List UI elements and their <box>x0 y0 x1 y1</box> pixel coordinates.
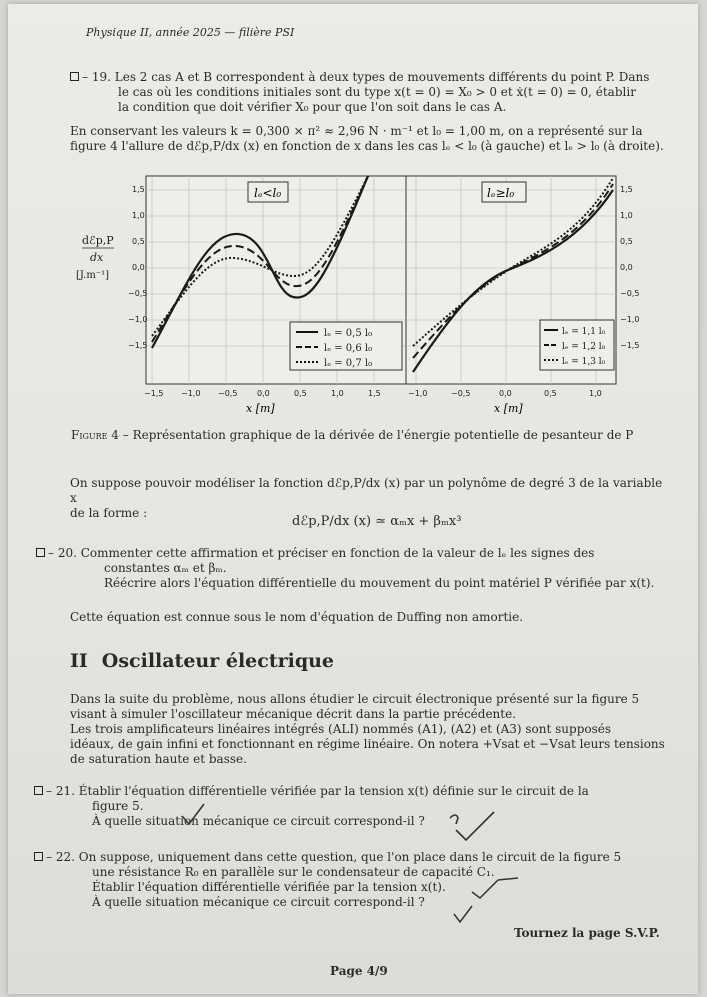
caption-text: – Représentation graphique de la dérivée de l'énergie potentielle de pesanteur de P <box>118 428 634 442</box>
duffing-note: Cette équation est connue sous le nom d'équation de Duffing non amortie. <box>70 610 524 624</box>
y-tick: −1,5 <box>620 341 640 350</box>
right-legend-item-1: lₑ = 1,1 l₀ <box>562 327 606 337</box>
x-tick: −1,0 <box>408 389 428 398</box>
x-tick: −0,5 <box>218 389 238 398</box>
question-number: 21. <box>55 784 75 798</box>
left-panel-title: lₑ<l₀ <box>254 186 282 200</box>
y-tick: 0,0 <box>132 263 145 272</box>
q22-text-1: On suppose, uniquement dans cette question, que l'on place dans le circuit de la figure 5 <box>78 850 622 864</box>
question-number: 20. <box>57 546 77 560</box>
y-tick: −1,5 <box>128 341 148 350</box>
checkbox-icon <box>70 72 79 81</box>
handwritten-check-icon <box>446 810 496 844</box>
section-paragraph <box>70 692 670 767</box>
x-tick: 1,0 <box>331 389 344 398</box>
question-21: – 21. Établir l'équation différentielle vérifiée par la tension x(t) définie sur le circuit de la figure 5. À quelle situation mécanique ce circuit correspond-il ? <box>34 784 674 829</box>
section-line-3: Les trois amplificateurs linéaires intégrés (ALI) nommés (A1), (A2) et (A3) sont supposés <box>70 722 612 736</box>
x-tick: −0,5 <box>451 389 471 398</box>
q19-text-1: Les 2 cas A et B correspondent à deux types de mouvements différents du point P. Dans <box>114 70 650 84</box>
y-tick: 1,5 <box>620 185 633 194</box>
x-tick: 0,0 <box>257 389 270 398</box>
x-tick: 0,5 <box>544 389 557 398</box>
q20-text-2: constantes αₘ et βₘ. <box>104 561 227 575</box>
handwritten-check-icon <box>468 876 520 902</box>
checkbox-icon <box>34 786 43 795</box>
section-line-1: Dans la suite du problème, nous allons étudier le circuit électronique présenté sur la figure 5 <box>70 692 640 706</box>
y-label-numerator: dℰp,P <box>82 234 114 247</box>
q19-text-3: la condition que doit vérifier X₀ pour que l'on soit dans le cas A. <box>118 100 507 114</box>
question-20: – 20. Commenter cette affirmation et préciser en fonction de la valeur de lₑ les signes des constantes αₘ et βₘ. Réécrire alors l'équation différentielle du mouvement du point matériel P vérifiée par x(t). <box>36 546 676 591</box>
y-tick: 0,0 <box>620 263 633 272</box>
left-panel <box>128 176 406 415</box>
intro-line-2: figure 4 l'allure de dℰp,P/dx (x) en fonction de x dans les cas lₑ < l₀ (à gauche) et lₑ > l₀ (à droite). <box>70 139 664 153</box>
question-number: 22. <box>55 850 75 864</box>
left-legend-item-2: lₑ = 0,6 l₀ <box>324 343 373 354</box>
section-line-5: de saturation haute et basse. <box>70 752 247 766</box>
caption-figure-number: Figure 4 <box>71 428 119 442</box>
right-x-label: x [m] <box>494 402 523 415</box>
section-heading: Oscillateur électrique <box>101 650 335 672</box>
x-tick: 1,5 <box>368 389 381 398</box>
q21-text-3: À quelle situation mécanique ce circuit correspond-il ? <box>92 814 425 828</box>
right-legend-item-2: lₑ = 1,2 l₀ <box>562 342 606 352</box>
y-label-denominator: dx <box>90 251 104 264</box>
y-tick: −0,5 <box>620 289 640 298</box>
y-tick: −0,5 <box>128 289 148 298</box>
checkbox-icon <box>34 852 43 861</box>
question-22: – 22. On suppose, uniquement dans cette question, que l'on place dans le circuit de la figure 5 une résistance R₀ en parallèle sur le condensateur de capacité C₁. Établir l'équation différentielle vérifiée par la tension x(t). À quelle situation mécanique ce circuit correspond-il ? <box>34 850 674 910</box>
intro-line-1: En conservant les valeurs k = 0,300 × π² ≈ 2,96 N · m⁻¹ et l₀ = 1,00 m, on a représenté sur la <box>70 124 643 138</box>
page-header: Physique II, année 2025 — filière PSI <box>86 26 295 39</box>
section-title <box>70 650 334 672</box>
y-tick: −1,0 <box>620 315 640 324</box>
y-tick: 0,5 <box>620 237 633 246</box>
right-legend-item-3: lₑ = 1,3 l₀ <box>562 357 606 367</box>
q19-text-2: le cas où les conditions initiales sont du type x(t = 0) = X₀ > 0 et ẋ(t = 0) = 0, établir <box>118 85 636 99</box>
y-tick: 0,5 <box>132 237 145 246</box>
duffing-equation: dℰp,P/dx (x) ≃ αₘx + βₘx³ <box>292 514 462 529</box>
handwritten-check-icon <box>180 802 206 826</box>
x-tick: 1,0 <box>589 389 602 398</box>
question-19: – 19. Les 2 cas A et B correspondent à deux types de mouvements différents du point P. Dans le cas où les conditions initiales sont du type x(t = 0) = X₀ > 0 et ẋ(t = 0) = 0, établir la condition que doit vérifier X₀ pour que l'on soit dans le cas A. <box>70 70 670 115</box>
x-tick: −1,0 <box>181 389 201 398</box>
y-unit: [J.m⁻¹] <box>76 270 109 281</box>
left-legend-item-1: lₑ = 0,5 l₀ <box>324 328 373 339</box>
next-page-note: Tournez la page S.V.P. <box>514 926 660 940</box>
figure-caption <box>71 428 633 442</box>
q20-text-3: Réécrire alors l'équation différentielle du mouvement du point matériel P vérifiée par x(t). <box>104 576 655 590</box>
q21-text-1: Établir l'équation différentielle vérifiée par la tension x(t) définie sur le circuit de la <box>78 784 589 798</box>
left-legend-item-3: lₑ = 0,7 l₀ <box>324 358 373 369</box>
section-line-2: visant à simuler l'oscillateur mécanique décrit dans la partie précédente. <box>70 707 517 721</box>
x-tick: 0,5 <box>294 389 307 398</box>
q22-text-2: une résistance R₀ en parallèle sur le condensateur de capacité C₁. <box>92 865 495 879</box>
figure-4-chart <box>68 162 668 422</box>
q21-text-2: figure 5. <box>92 799 144 813</box>
y-tick: 1,0 <box>132 211 145 220</box>
q20-text-1: Commenter cette affirmation et préciser en fonction de la valeur de lₑ les signes des <box>80 546 595 560</box>
figure-intro <box>70 124 670 154</box>
left-x-label: x [m] <box>246 402 275 415</box>
model-line-2: de la forme : <box>70 506 148 520</box>
handwritten-check-icon <box>452 904 474 926</box>
right-panel-title: lₑ≥l₀ <box>487 186 515 200</box>
q22-text-3: Établir l'équation différentielle vérifiée par la tension x(t). <box>92 880 446 894</box>
y-tick: 1,0 <box>620 211 633 220</box>
y-tick: −1,0 <box>128 315 148 324</box>
question-number: 19. <box>91 70 111 84</box>
exam-page <box>8 4 698 994</box>
q22-text-4: À quelle situation mécanique ce circuit correspond-il ? <box>92 895 425 909</box>
page-number: Page 4/9 <box>330 964 388 978</box>
right-panel <box>406 176 639 415</box>
checkbox-icon <box>36 548 45 557</box>
y-tick: 1,5 <box>132 185 145 194</box>
section-line-4: idéaux, de gain infini et fonctionnant en régime linéaire. On notera +Vsat et −Vsat leurs tensions <box>70 737 665 751</box>
section-number: II <box>70 650 88 672</box>
model-line-1: On suppose pouvoir modéliser la fonction dℰp,P/dx (x) par un polynôme de degré 3 de la variable x <box>70 476 663 505</box>
x-tick: 0,0 <box>499 389 512 398</box>
x-tick: −1,5 <box>144 389 164 398</box>
